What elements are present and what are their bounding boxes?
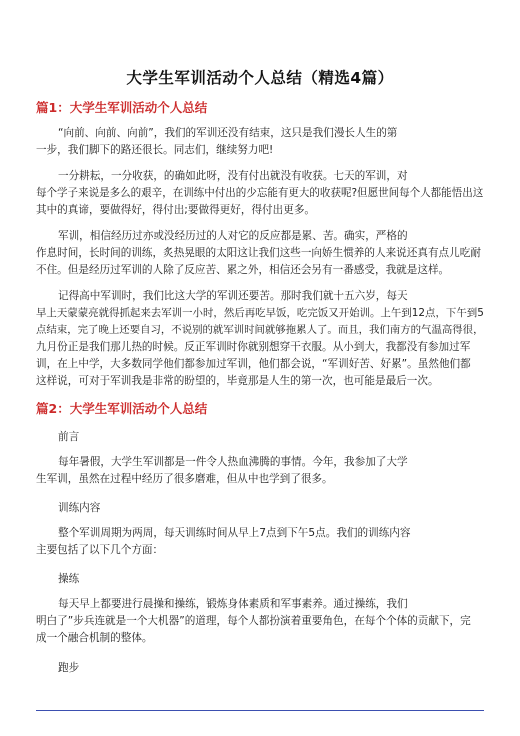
paragraph-line: 这样说，可对于军训我是非常的盼望的，毕竟那是人生的第一次，也可能是最后一次。 [36, 375, 439, 387]
subheading-drill: 操练 [58, 573, 80, 585]
paragraph-line: 明白了”步兵连就是一个大机器”的道理，每个人都扮演着重要角色，在每个个体的贡献下，完 [36, 615, 471, 627]
paragraph-line: 作息时间，长时间的训练，炙热晃眼的太阳这让我们这些一向娇生惯养的人来说还真有点儿吃耐 [36, 247, 481, 259]
paragraph-line: 早上天蒙蒙亮就得抓起来去军训一小时，然后再吃早饭，吃完饭又开始训。上午到12点，下午到5 [36, 307, 484, 319]
paragraph-line: 训，在上中学，大多数同学他们都参加过军训，他们都会说，“军训好苦、好累”。虽然他们都 [36, 358, 471, 370]
paragraph-line: 每个学子来说是多么的艰辛，在训练中付出的少忘能有更大的收获呢?但愿世间每个人都能悟出这 [36, 187, 484, 199]
document-title: 大学生军训活动个人总结（精选4篇） [126, 69, 394, 87]
paragraph-line: 军训，相信经历过亦或没经历过的人对它的反应都是累、苦。确实，严格的 [58, 230, 408, 242]
paragraph-line: 点结束，完了晚上还要自习，不说别的就军训时间就够拖累人了。而且，我们南方的气温高得很， [36, 324, 484, 336]
paragraph-line: 主要包括了以下几个方面： [36, 544, 164, 556]
paragraph-line: “向前、向前、向前”，我们的军训还没有结束，这只是我们漫长人生的第 [58, 127, 398, 139]
paragraph-line: 每天早上都要进行晨操和操练，锻炼身体素质和军事素养。通过操练，我们 [58, 598, 408, 610]
paragraph-line: 一分耕耘，一分收获，的确如此呀，没有付出就没有收获。七天的军训，对 [58, 170, 408, 182]
paragraph-line: 生军训，虽然在过程中经历了很多磨难，但从中也学到了很多。 [36, 473, 333, 485]
paragraph-line: 记得高中军训时，我们比这大学的军训还要苦。那时我们就十五六岁，每天 [58, 290, 408, 302]
section-heading-1: 篇1：大学生军训活动个人总结 [36, 100, 208, 115]
subheading-training-content: 训练内容 [58, 502, 101, 514]
footer-divider [36, 710, 484, 711]
subheading-running: 跑步 [58, 662, 80, 674]
paragraph-line: 每年暑假，大学生军训都是一件令人热血沸腾的事情。今年，我参加了大学 [58, 456, 408, 468]
subheading-preface: 前言 [58, 431, 80, 443]
paragraph-line: 九月份正是我们那儿热的时候。反正军训时你就别想穿干衣服。从小到大，我都没有参加过军 [36, 341, 471, 353]
paragraph-line: 一步，我们脚下的路还很长。同志们，继续努力吧! [36, 144, 274, 156]
section-heading-2: 篇2：大学生军训活动个人总结 [36, 401, 208, 416]
paragraph-line: 整个军训周期为两周，每天训练时间从早上7点到下午5点。我们的训练内容 [58, 527, 411, 539]
paragraph-line: 其中的真谛，要做得好，得付出;要做得更好，得付出更多。 [36, 204, 316, 216]
paragraph-line: 不住。但是经历过军训的人除了反应苦、累之外，相信还会另有一番感受，我就是这样。 [36, 264, 450, 276]
paragraph-line: 成一个融合机制的整体。 [36, 632, 153, 644]
